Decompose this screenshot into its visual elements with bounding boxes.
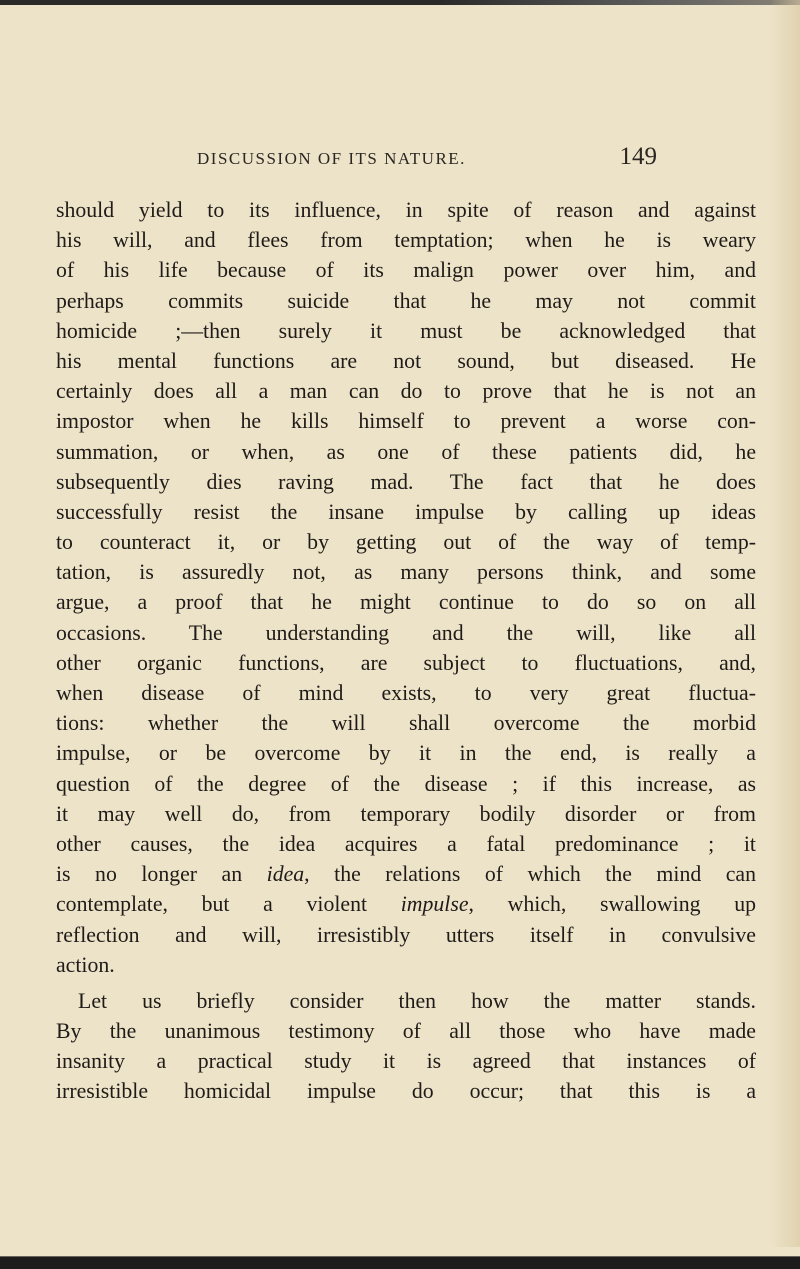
text-line: homicide ;—then surely it must be acknowledged that [56,318,756,343]
text-line: impulse, or be overcome by it in the end, is really a [56,741,756,766]
text-line: argue, a proof that he might continue to do so on all [56,590,756,615]
page-header [197,143,657,179]
text-line: action. [56,952,115,977]
bottom-edge-shadow [0,1247,800,1269]
top-edge-shadow [0,0,800,5]
text-line: tions: whether the will shall overcome the morbid [56,711,756,736]
text-line [56,859,756,889]
text-line: perhaps commits suicide that he may not commit [56,288,756,313]
text-line: other causes, the idea acquires a fatal predominance ; it [56,831,756,856]
italic-word-idea: idea [266,862,305,887]
body-text [56,195,756,1107]
text-line: to counteract it, or by getting out of the way of temp- [56,530,756,555]
text-line: when disease of mind exists, to very great fluctua- [56,681,756,705]
text-segment: is no longer an [56,862,267,887]
text-line: his mental functions are not sound, but diseased. He [56,348,756,373]
text-line: of his life because of its malign power over him, and [56,258,756,283]
text-line: should yield to its influence, in spite of reason and against [56,198,756,222]
page-number: 149 [619,143,657,170]
paragraph-1 [56,195,756,980]
text-line [56,889,756,919]
text-line: summation, or when, as one of these patients did, he [56,439,756,464]
text-line: his will, and flees from temptation; when he is weary [56,228,756,253]
page-edge-shade [770,0,800,1269]
text-line: it may well do, from temporary bodily disorder or from [56,801,756,826]
running-head: DISCUSSION OF ITS NATURE. [197,149,466,168]
text-segment: , the relations of which the mind can [304,862,756,887]
text-line: insanity a practical study it is agreed that instances of [56,1049,756,1074]
paragraph-2 [56,986,756,1107]
text-segment: , which, swallowing up [468,892,756,917]
text-line: irresistible homicidal impulse do occur; that this is a [56,1079,756,1104]
text-line: successfully resist the insane impulse by calling up ideas [56,499,756,524]
text-line: reflection and will, irresistibly utters itself in convulsive [56,922,756,947]
text-line: Let us briefly consider then how the matter stands. [78,988,756,1013]
text-line: tation, is assuredly not, as many persons think, and some [56,560,756,585]
text-line: other organic functions, are subject to fluctuations, and, [56,650,756,675]
text-line: impostor when he kills himself to prevent a worse con- [56,409,756,434]
text-line: question of the degree of the disease ; if this increase, as [56,771,756,796]
italic-word-impulse: impulse [400,892,469,917]
text-segment: contemplate, but a violent [56,892,401,917]
text-line: By the unanimous testimony of all those who have made [56,1019,756,1044]
text-line: subsequently dies raving mad. The fact that he does [56,469,756,494]
text-line: occasions. The understanding and the will, like all [56,620,756,645]
text-line: certainly does all a man can do to prove that he is not an [56,379,756,404]
